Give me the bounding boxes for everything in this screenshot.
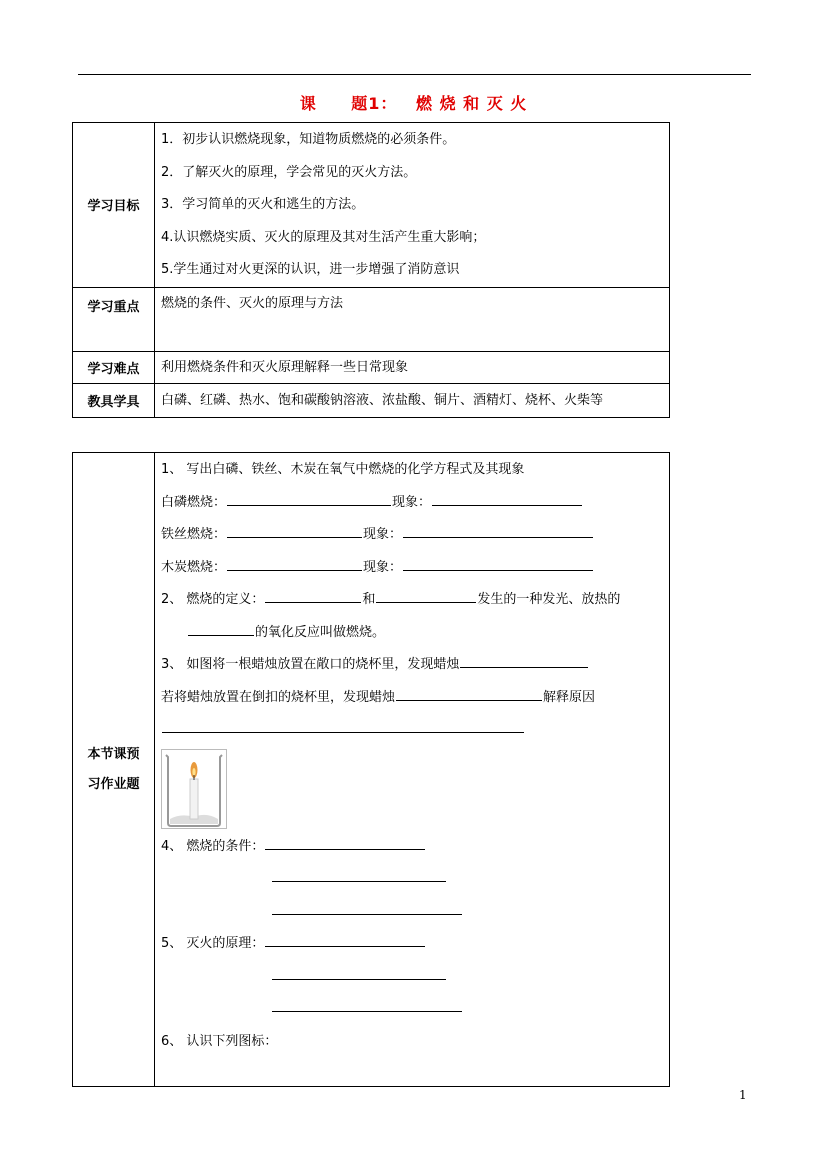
key-cell <box>155 287 670 351</box>
q1-carbon-label: 木炭燃烧： <box>161 559 227 575</box>
answer-blank[interactable] <box>265 932 425 947</box>
homework-table <box>72 452 670 1087</box>
difficulty-label: 学习难点 <box>73 351 155 383</box>
homework-label-line2: 习作业题 <box>87 776 140 792</box>
answer-blank[interactable] <box>272 965 446 980</box>
tools-label: 教具学具 <box>73 383 155 417</box>
key-text: 燃烧的条件、灭火的原理与方法 <box>161 295 344 311</box>
candle-beaker-figure <box>161 747 669 831</box>
answer-blank[interactable] <box>162 718 524 733</box>
answer-blank[interactable] <box>227 491 391 506</box>
key-label: 学习重点 <box>73 287 155 351</box>
header-rule <box>78 74 751 75</box>
tools-cell <box>155 383 670 417</box>
q3-text-a: 3、 如图将一根蜡烛放置在敞口的烧杯里，发现蜡烛 <box>161 657 460 672</box>
goals-label: 学习目标 <box>73 123 155 288</box>
goal-item: 4.认识燃烧实质、灭火的原理及其对生活产生重大影响； <box>161 229 486 245</box>
lesson-info-table <box>72 122 670 418</box>
question-2 <box>161 584 669 617</box>
question-4-blank3 <box>161 896 669 929</box>
goal-item: 1．初步认识燃烧现象，知道物质燃烧的必须条件。 <box>161 132 456 147</box>
q2-text-c: 的氧化反应叫做燃烧。 <box>255 624 386 640</box>
answer-blank[interactable] <box>272 867 446 882</box>
question-2-cont <box>161 617 669 650</box>
answer-blank[interactable] <box>265 588 361 603</box>
homework-label-line1: 本节课预 <box>87 746 140 762</box>
goal-item: 3．学习简单的灭火和逃生的方法。 <box>161 197 365 212</box>
q1-white-phosphorus <box>161 487 669 520</box>
tools-text: 白磷、红磷、热水、饱和碳酸钠溶液、浓盐酸、铜片、酒精灯、烧杯、火柴等 <box>161 392 604 408</box>
answer-blank[interactable] <box>188 621 254 636</box>
q4-text: 4、 燃烧的条件： <box>161 838 265 854</box>
homework-label <box>73 453 155 1087</box>
q2-text-b: 发生的一种发光、放热的 <box>477 592 621 607</box>
question-5 <box>161 928 669 961</box>
question-4-blank2 <box>161 863 669 896</box>
q2-and: 和 <box>362 592 376 607</box>
page-title <box>0 91 827 114</box>
question-1: 1、 写出白磷、铁丝、木炭在氧气中燃烧的化学方程式及其现象 <box>161 462 525 477</box>
answer-blank[interactable] <box>376 588 476 603</box>
answer-blank[interactable] <box>403 523 593 538</box>
answer-blank[interactable] <box>227 556 362 571</box>
answer-blank[interactable] <box>265 835 425 850</box>
q1-white-p-label: 白磷燃烧： <box>161 494 227 510</box>
answer-blank[interactable] <box>396 686 542 701</box>
question-3-cont <box>161 682 669 715</box>
phenomenon-label: 现象： <box>363 527 403 542</box>
answer-blank[interactable] <box>227 523 362 538</box>
question-3 <box>161 649 669 682</box>
difficulty-text: 利用燃烧条件和灭火原理解释一些日常现象 <box>161 359 409 375</box>
title-part3: 燃 烧 和 灭 火 <box>416 94 528 113</box>
q5-text: 5、 灭火的原理： <box>161 936 265 951</box>
question-5-blank3 <box>161 993 669 1026</box>
answer-blank[interactable] <box>272 997 462 1012</box>
q1-iron <box>161 519 669 552</box>
title-part2: 题1： <box>351 94 398 113</box>
question-5-blank2 <box>161 961 669 994</box>
difficulty-cell <box>155 351 670 383</box>
goal-item: 5.学生通过对火更深的认识，进一步增强了消防意识 <box>161 262 460 277</box>
answer-blank[interactable] <box>272 900 462 915</box>
question-4 <box>161 831 669 864</box>
page-number: 1 <box>739 1088 747 1102</box>
answer-blank[interactable] <box>432 491 582 506</box>
phenomenon-label: 现象： <box>392 494 432 510</box>
q2-text-a: 2、 燃烧的定义： <box>161 592 265 607</box>
q3-text-b: 若将蜡烛放置在倒扣的烧杯里，发现蜡烛 <box>161 689 396 705</box>
phenomenon-label: 现象： <box>363 559 403 575</box>
question-6: 6、 认识下列图标： <box>161 1033 278 1049</box>
q1-carbon <box>161 552 669 585</box>
question-3-answer <box>161 714 669 747</box>
goals-cell <box>155 123 670 288</box>
title-part1: 课 <box>299 94 317 113</box>
q3-text-c: 解释原因 <box>543 689 596 705</box>
q1-iron-label: 铁丝燃烧： <box>161 527 227 542</box>
answer-blank[interactable] <box>403 556 593 571</box>
answer-blank[interactable] <box>460 653 588 668</box>
goal-item: 2．了解灭火的原理，学会常见的灭火方法。 <box>161 164 417 180</box>
candle-in-beaker-image <box>161 749 227 829</box>
homework-cell <box>155 453 670 1087</box>
